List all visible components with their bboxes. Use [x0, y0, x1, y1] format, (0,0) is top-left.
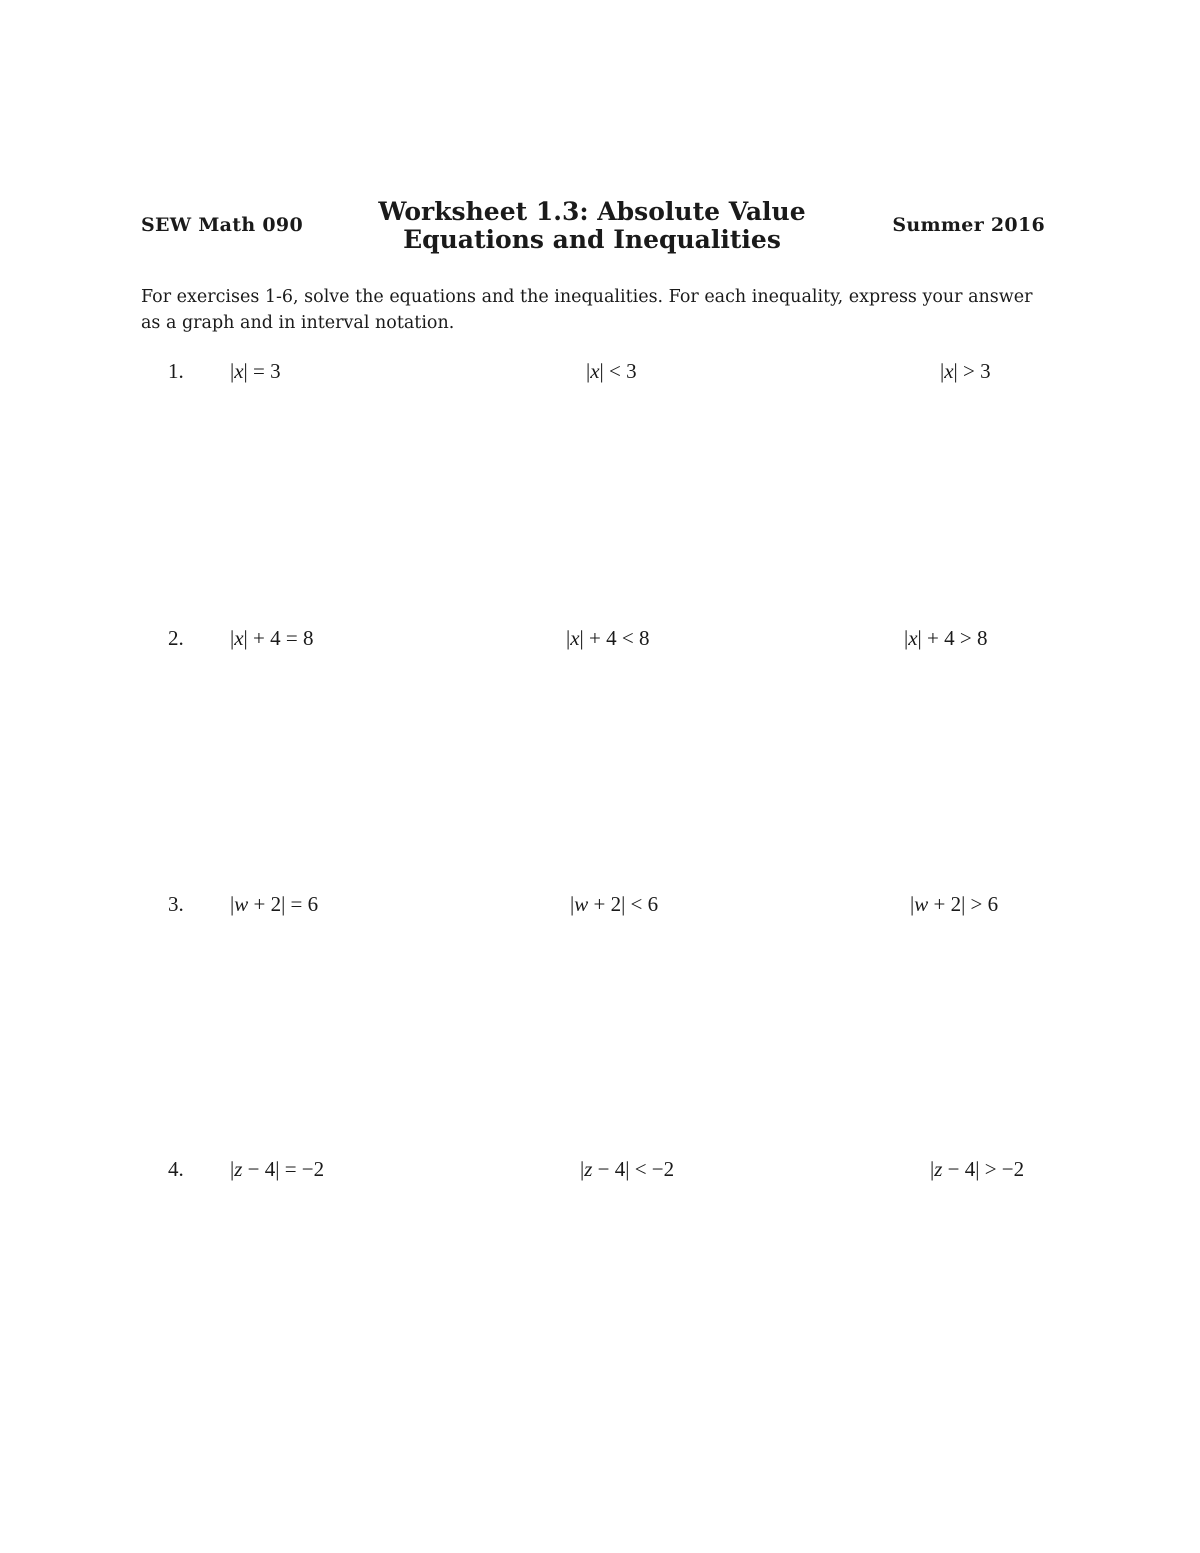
course-name: SEW Math 090 — [141, 214, 303, 236]
problem-expression: |z − 4| = −2 — [230, 1157, 325, 1181]
problem-expression: |w + 2| < 6 — [570, 892, 659, 916]
problem-expression: |w + 2| > 6 — [910, 892, 999, 916]
instructions: For exercises 1-6, solve the equations and the inequalities. For each inequality, express your answer as a graph and in interval notation. — [141, 287, 1033, 333]
problem-expression: |x| < 3 — [586, 359, 637, 383]
problem-2 — [0, 626, 1200, 656]
title-line-2: Equations and Inequalities — [403, 225, 781, 254]
problem-expression: |x| + 4 = 8 — [230, 626, 314, 650]
problem-number: 3. — [168, 892, 184, 916]
problem-expression: |x| > 3 — [940, 359, 991, 383]
problem-1 — [0, 359, 1200, 389]
problem-expression: |z − 4| > −2 — [930, 1157, 1025, 1181]
problem-number: 1. — [168, 359, 184, 383]
problem-expression: |x| = 3 — [230, 359, 281, 383]
problem-expression: |x| + 4 > 8 — [904, 626, 988, 650]
problem-number: 2. — [168, 626, 184, 650]
term: Summer 2016 — [892, 214, 1045, 236]
problem-3 — [0, 892, 1200, 922]
problem-expression: |x| + 4 < 8 — [566, 626, 650, 650]
problem-4 — [0, 1157, 1200, 1187]
problem-expression: |w + 2| = 6 — [230, 892, 319, 916]
worksheet-title — [300, 198, 884, 254]
problem-number: 4. — [168, 1157, 184, 1181]
title-line-1: Worksheet 1.3: Absolute Value — [378, 197, 806, 226]
problem-expression: |z − 4| < −2 — [580, 1157, 675, 1181]
